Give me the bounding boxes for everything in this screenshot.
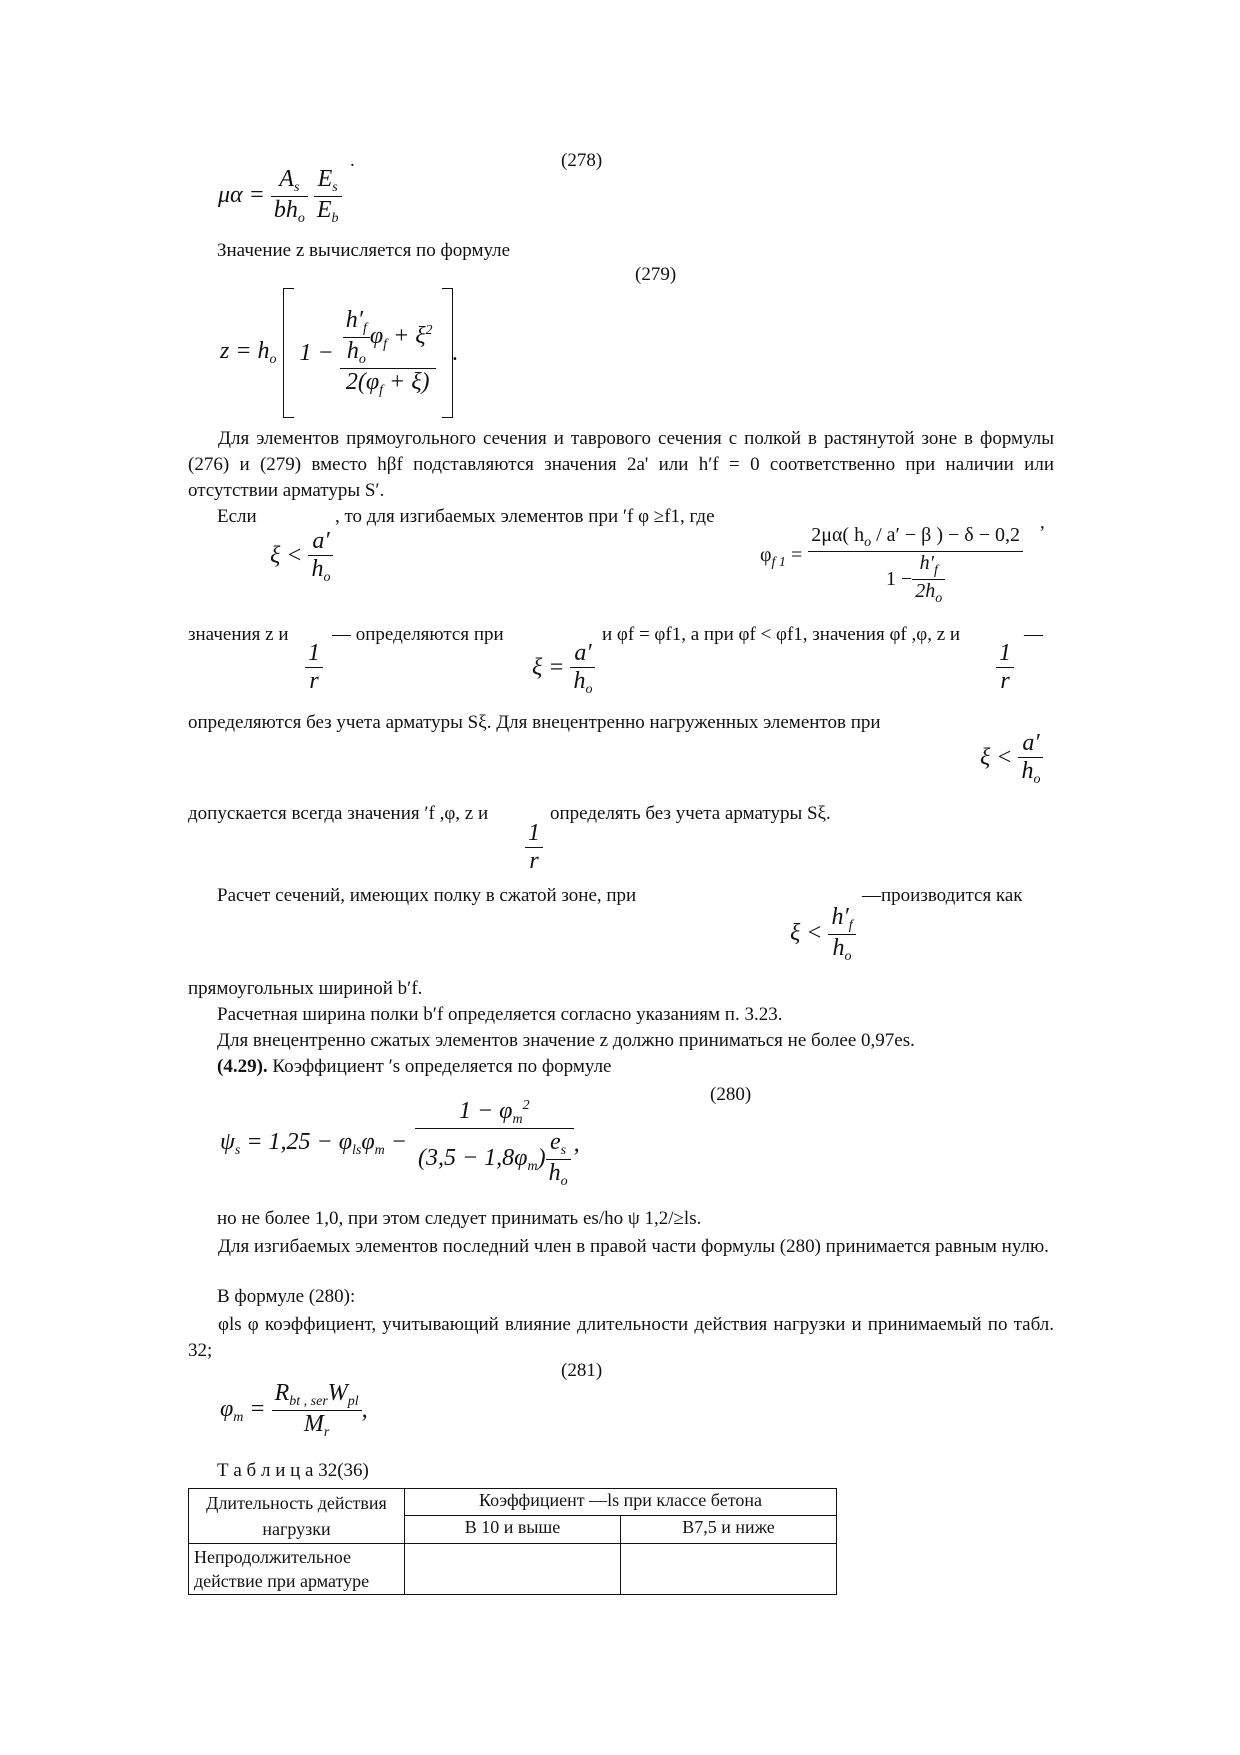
line-flange-width: Расчетная ширина полки b′f определяется согласно указаниям п. 3.23.	[217, 1004, 783, 1025]
formula-xi-lt-a-ho: ξ < $\frac{a'}{h_o}$	[270, 528, 333, 586]
fraction-z-main: $\frac{h'_f}{h_o}$ $\varphi_f + \xi^2$ $2(\varphi_f + \xi)$	[340, 307, 436, 399]
table-32	[188, 1488, 837, 1595]
phi-f1-comma: ,	[1040, 512, 1045, 533]
paragraph-bending-elements: Для изгибаемых элементов последний член в правой части формулы (280) принимается равным нулю.	[218, 1236, 1049, 1257]
table-title: Т а б л и ц а 32(36)	[217, 1460, 369, 1481]
eq-number-281: (281)	[561, 1360, 603, 1381]
z-intro-text: Значение z вычисляется по формуле	[217, 240, 511, 261]
table-header-row	[189, 1489, 837, 1516]
line-coefficient-psi: (4.29). Коэффициент ′s определяется по формуле	[217, 1056, 612, 1077]
right-bracket	[442, 288, 453, 418]
formula-phi-f1: $\varphi_{f 1}$ = 2μα( $h_o / a' - \beta$ ) − δ − 0,2 1 − $\frac{h'_f}{2h_o}$	[760, 524, 1023, 607]
paragraph-rectangular-sections: Для элементов прямоугольного сечения и таврового сечения с полкой в растянутой зоне в формулы (276) и (279) вместо hβf подставляются значения 2a' или h′f = 0 соответственно при наличии или отсутствии арматуры S′.	[188, 428, 1054, 501]
row-short-term: Непродолжительное действие при арматуре	[189, 1544, 405, 1595]
eq-number-280: (280)	[710, 1084, 752, 1105]
formula-lhs: μα =	[218, 182, 265, 209]
header-b10: В 10 и выше	[405, 1516, 621, 1544]
paragraph-phi-ls: φls φ коэффициент, учитывающий влияние длительности действия нагрузки и принимаемый по табл. 32;	[188, 1314, 1054, 1361]
formula-one-over-r-3: $\frac{1}{r}$	[525, 820, 543, 875]
table-row	[189, 1544, 837, 1595]
line-values-z-b: — определяются при	[332, 624, 504, 645]
formula-one-over-r-2: $\frac{1}{r}$	[996, 640, 1014, 695]
formula-mu-alpha	[218, 166, 342, 227]
line-allowed-always-a: допускается всегда значения ′f ,φ, z и	[188, 803, 489, 824]
line-calc-sections-a: Расчет сечений, имеющих полку в сжатой зоне, при	[217, 885, 637, 906]
header-load-duration: Длительность действия нагрузки	[189, 1489, 405, 1544]
eq-number-279: (279)	[635, 264, 677, 285]
formula-xi-lt-hf-ho: ξ < $\frac{h'_f}{h_o}$	[790, 904, 856, 965]
left-bracket	[283, 288, 294, 418]
cell-b75-value	[621, 1544, 837, 1595]
formula-xi-eq-a-ho: ξ = $\frac{a'}{h_o}$	[532, 640, 595, 698]
line-in-formula-280: В формуле (280):	[217, 1286, 356, 1307]
line-values-z-d: —	[1024, 624, 1043, 645]
clause-number: (4.29).	[217, 1056, 268, 1077]
header-b75: В7,5 и ниже	[621, 1516, 837, 1544]
formula-phi-m: $\varphi_m$ = $\frac{R_{bt , ser}W_{pl}}{M_r}$ ,	[220, 1380, 368, 1440]
line-allowed-always-b: определять без учета арматуры Sξ.	[550, 803, 831, 824]
line-values-z-c: и φf = φf1, а при φf < φf1, значения φf ,φ, z и	[602, 624, 961, 645]
header-coefficient: Коэффициент —ls при классе бетона	[405, 1489, 837, 1516]
formula-psi-s: $\psi_s = 1,25 - \varphi_{ls}\varphi_m$ − $1 - \varphi_m^2$ $(3,5 - 1,8\varphi_m)$ $\frac{e_s}{h_o}$ ,	[220, 1098, 580, 1189]
fraction-es-eb: $\frac{E_s}{E_b}$	[314, 166, 342, 227]
cell-b10-value	[405, 1544, 621, 1595]
formula-z: $z = h_o$ 1 − $\frac{h'_f}{h_o}$ $\varphi_f + \xi^2$ $2(\varphi_f + \xi)$ .	[220, 288, 459, 418]
fraction-as-bho: $\frac{A_s}{bh_o}$	[271, 166, 308, 227]
line-eccentric-compressed: Для внецентренно сжатых элементов значение z должно приниматься не более 0,97es.	[217, 1030, 915, 1051]
esli-rest-text: , то для изгибаемых элементов при ′f φ ≥f1, где	[335, 506, 715, 527]
line-calc-sections-b: —производится как	[862, 885, 1023, 906]
line-determined-without: определяются без учета арматуры Sξ. Для внецентренно нагруженных элементов при	[188, 712, 881, 733]
formula-lhs: $z = h_o$	[220, 338, 277, 367]
eq-number-278: (278)	[561, 150, 603, 171]
formula-dot: .	[350, 150, 355, 171]
formula-xi-lt-a-ho-2: ξ < $\frac{a'}{h_o}$	[980, 730, 1043, 788]
fraction-hf-ho: $\frac{h'_f}{h_o}$	[343, 307, 370, 368]
formula-one-over-r-1: $\frac{1}{r}$	[305, 640, 323, 695]
esli-text: Если	[217, 506, 257, 527]
line-rect-width: прямоугольных шириной b′f.	[188, 978, 423, 999]
line-values-z-a: значения z и	[188, 624, 289, 645]
line-not-more: но не более 1,0, при этом следует принимать es/ho ψ 1,2/≥ls.	[217, 1208, 702, 1229]
